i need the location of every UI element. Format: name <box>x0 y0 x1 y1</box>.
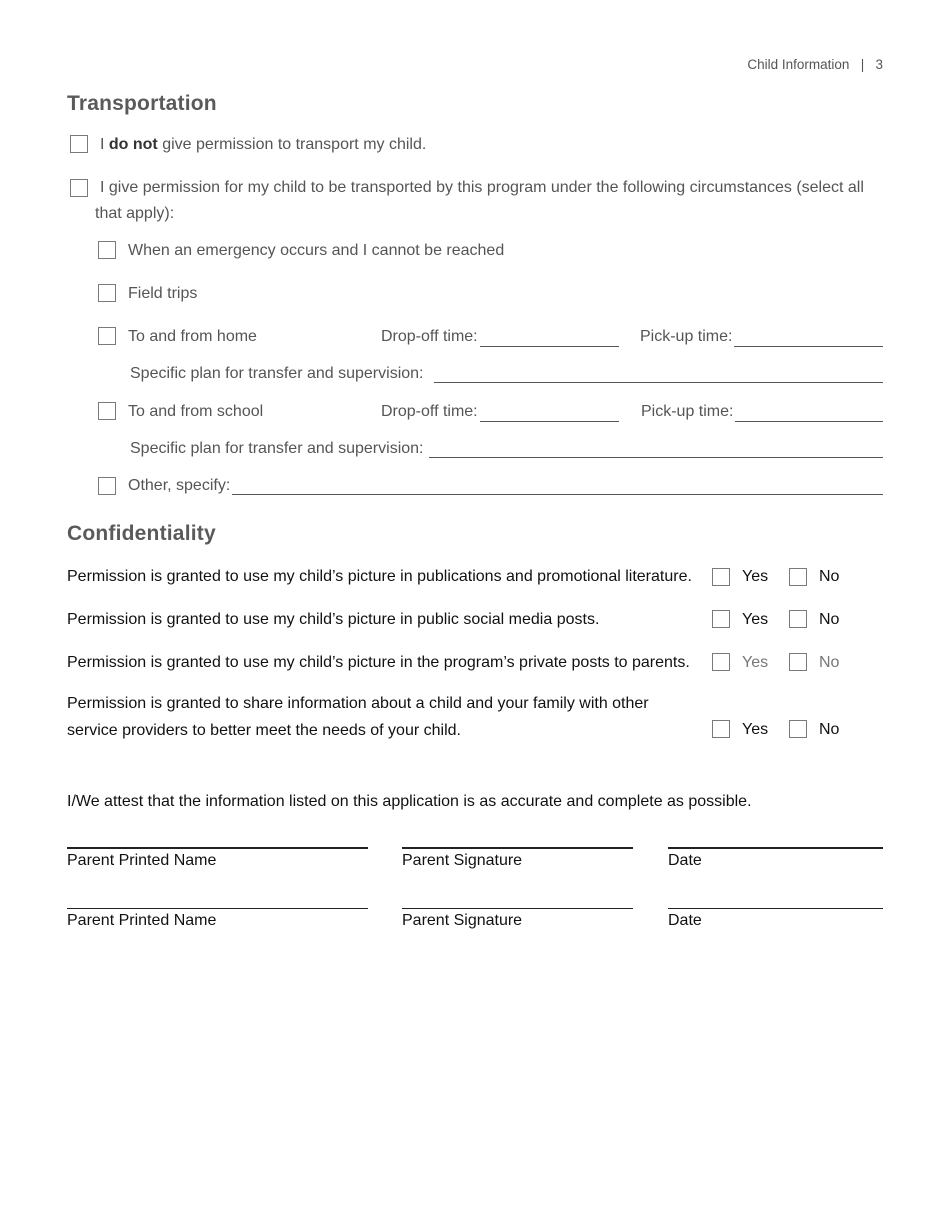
school-dropoff-label: Drop-off time: <box>381 403 478 420</box>
permission-transport-checkbox[interactable] <box>70 179 88 197</box>
emergency-label: When an emergency occurs and I cannot be reached <box>128 242 505 259</box>
conf-item-publications: Permission is granted to use my child’s picture in publications and promotional literature. <box>67 568 692 585</box>
school-plan-field[interactable] <box>429 457 883 458</box>
other-checkbox[interactable] <box>98 477 116 495</box>
date-label-1: Date <box>668 852 702 869</box>
no-transport-bold: do not <box>108 136 158 153</box>
school-dropoff-field[interactable] <box>480 421 619 422</box>
conf-private-no-checkbox[interactable] <box>789 653 807 671</box>
page-header <box>747 57 883 72</box>
conf-social-yes-checkbox[interactable] <box>712 610 730 628</box>
conf-publications-no-label: No <box>819 568 840 585</box>
school-label: To and from school <box>128 403 264 420</box>
permission-transport-label: I give permission for my child to be transported by this program under the following circumstances (select all that apply): <box>95 179 864 222</box>
school-pickup-label: Pick-up time: <box>641 403 734 420</box>
conf-private-yes-checkbox[interactable] <box>712 653 730 671</box>
header-section: Child Information <box>747 57 850 72</box>
conf-share-yes-label: Yes <box>742 721 769 738</box>
home-plan-label: Specific plan for transfer and supervision: <box>130 365 424 382</box>
home-plan-field[interactable] <box>434 382 883 383</box>
conf-item-private-posts: Permission is granted to use my child’s picture in the program’s private posts to parents. <box>67 654 690 671</box>
conf-share-yes-checkbox[interactable] <box>712 720 730 738</box>
signature-label-1: Parent Signature <box>402 852 523 869</box>
date-label-2: Date <box>668 912 702 929</box>
other-label: Other, specify: <box>128 477 231 494</box>
home-label: To and from home <box>128 328 257 345</box>
no-transport-post: give permission to transport my child. <box>157 136 427 153</box>
conf-item-share-info: Permission is granted to share information about a child and your family with other service providers to better meet the needs of your child. <box>67 695 649 739</box>
printed-name-label-1: Parent Printed Name <box>67 852 217 869</box>
home-pickup-label: Pick-up time: <box>640 328 733 345</box>
conf-social-yes-label: Yes <box>742 611 769 628</box>
attestation-text: I/We attest that the information listed on this application is as accurate and complete as possible. <box>67 793 752 810</box>
printed-name-label-2: Parent Printed Name <box>67 912 217 929</box>
no-transport-pre: I <box>100 136 109 153</box>
conf-publications-yes-checkbox[interactable] <box>712 568 730 586</box>
emergency-checkbox[interactable] <box>98 241 116 259</box>
school-plan-label: Specific plan for transfer and supervision: <box>130 440 424 457</box>
home-checkbox[interactable] <box>98 327 116 345</box>
page-number: 3 <box>875 57 883 72</box>
other-field[interactable] <box>232 494 883 495</box>
conf-publications-yes-label: Yes <box>742 568 769 585</box>
home-dropoff-field[interactable] <box>480 346 619 347</box>
field-trips-label: Field trips <box>128 285 198 302</box>
school-checkbox[interactable] <box>98 402 116 420</box>
conf-social-no-label: No <box>819 611 840 628</box>
home-pickup-field[interactable] <box>734 346 883 347</box>
conf-private-yes-label: Yes <box>742 654 769 671</box>
no-transport-checkbox[interactable] <box>70 135 88 153</box>
field-trips-checkbox[interactable] <box>98 284 116 302</box>
header-separator: | <box>860 57 865 72</box>
conf-private-no-label: No <box>819 654 840 671</box>
signature-label-2: Parent Signature <box>402 912 523 929</box>
conf-share-no-checkbox[interactable] <box>789 720 807 738</box>
school-pickup-field[interactable] <box>735 421 883 422</box>
conf-item-social-media: Permission is granted to use my child’s picture in public social media posts. <box>67 611 600 628</box>
no-transport-label <box>100 132 426 158</box>
confidentiality-title: Confidentiality <box>67 522 216 545</box>
conf-social-no-checkbox[interactable] <box>789 610 807 628</box>
conf-share-no-label: No <box>819 721 840 738</box>
transportation-title: Transportation <box>67 92 217 115</box>
home-dropoff-label: Drop-off time: <box>381 328 478 345</box>
conf-publications-no-checkbox[interactable] <box>789 568 807 586</box>
